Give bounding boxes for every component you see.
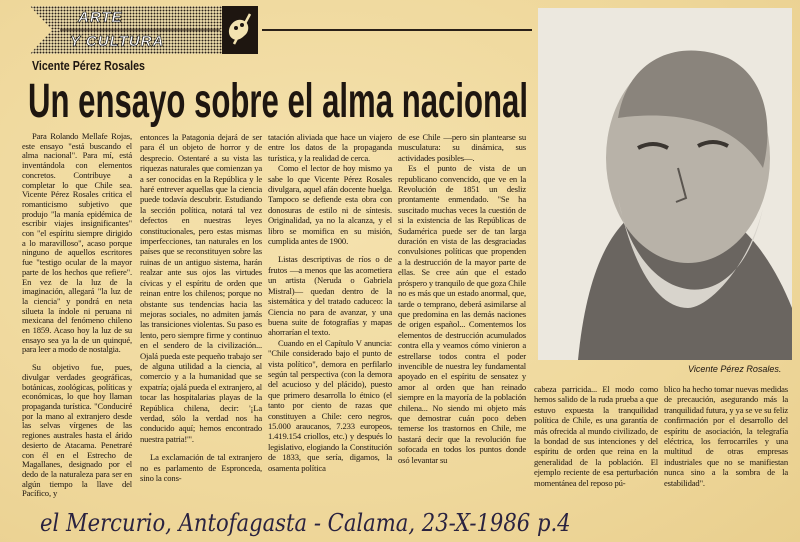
palette-brush-icon (224, 10, 256, 50)
article-column-4 (398, 132, 526, 465)
paragraph: de ese Chile —pero sin plantearse su musculatura: su dinámica, sus actividades posibles—. (398, 132, 526, 163)
paragraph: entonces la Patagonia dejará de ser para él un objeto de horror y de desprecio. Ostentaré a su vista las riquezas naturales que comienzan ya a ser conocidas en la República y le haré entrever aquellas que la ciencia puede todavía descubrir. Estudiando la sección política, notará tal vez defectos en nuestras leyes constitucionales, pero estas mismas imperfecciones, tan naturales en los países que se reconstituyen sobre las ruinas de un antiguo sistema, harán realzar ante sus ojos las virtudes cívicas y el espíritu de orden que reinan entre los chilenos; porque no obstante sus tendencias hacia las mejoras sociales, no admiten jamás las transiciones violentas. Su paso es lento, pero siempre firme y continuo en el sendero de la civilización... Ojalá pueda este pequeño trabajo ser de alguna utilidad a la ciencia, al comercio y a la humanidad que se expatría; ojalá pueda el extranjero, al tocar las hospitalarias playas de la República chilena, decir: '¡La verdad, sólo la verdad nos ha conducido aquí; hemos encontrado nuestra patria!'". (140, 132, 262, 444)
section-label-arte: ARTE (78, 9, 123, 26)
portrait-image (538, 8, 792, 360)
article-column-3 (268, 132, 392, 473)
paragraph: Su objetivo fue, pues, divulgar verdades geográficas, botánicas, zoológicas, políticas y económicas, lo que hoy llaman propaganda turística. "Conduciré por la mano al extranjero desde las selvas vírgenes de las regiones australes hasta el árido desierto de Atacama. Penetraré con él en el Estrecho de Magallanes, designado por el dedo de la naturaleza para ser en algún tiempo la llave del Pacífico, y (22, 362, 132, 499)
photo-caption: Vicente Pérez Rosales. (688, 364, 782, 374)
article-column-6 (664, 384, 788, 488)
paragraph: cabeza parricida... El modo como hemos salido de la ruda prueba a que estuvo expuesta la tranquilidad política de Chile, es una garantía de más ofrecida al mundo civilizado, de la bondad de sus intenciones y del espíritu de orden que reina en la generalidad de la población. El ejemplo reciente de esa perturbación momentánea del reposo pú- (534, 384, 658, 488)
headline: Un ensayo sobre el alma nacional (28, 75, 528, 128)
paragraph: Para Rolando Mellafe Rojas, este ensayo "está buscando el alma nacional". Para mí, está inventándola con elementos concretos. Contribuye a completar lo que Chile sea. Vicente Pérez Rosales critica el romanticismo subjetivo que produjo "la manía epidémica de escribir viajes insignificantes" con "el espíritu siempre dirigido a lo maravilloso", acaso porque ninguno de aquellos escritores fue "testigo ocular de la mayor parte de los hechos que refiere". En vez de la luz de la imaginación, allegará "la luz de la ciencia" y pondrá en neta silueta la índole ni peruana ni mexicana del fenómeno chileno en 1859. Acaso hoy la luz de su ensayo sea ya la de un quinqué, para leer a modo de nostalgia. (22, 131, 132, 355)
header-rule (262, 29, 532, 31)
paragraph: La exclamación de tal extranjero no es parlamento de Espronceda, sino la cons- (140, 452, 262, 483)
paragraph: tatación aliviada que hace un viajero entre los datos de la propaganda turística, y la realidad de cerca. (268, 132, 392, 163)
section-banner (30, 6, 258, 54)
paragraph: Como el lector de hoy mismo ya sabe lo que Vicente Pérez Rosales divulgara, aquel afán docente huelga. Tampoco se defiende esta obra con donosuras de estilo ni de síntesis. Originalidad, ya no la alcanza, y el libro se momifica en su misión, cumplida antes de 1900. (268, 163, 392, 247)
paragraph: Cuando en el Capítulo V anuncia: "Chile considerado bajo el punto de vista político", demora en perfilarlo según tal perspectiva (con la demora del acucioso y del plácido), puesto que primero desarrolla lo étnico (el tanto por ciento de razas que constituyen a Chile: cero negros, 15.000 araucanos, 7.233 europeos, 1.419.154 criollos, etc.) y después lo legislativo, elogiando la Constitución de 1833, que sería, digamos, la osamenta política (268, 337, 392, 473)
paragraph: blico ha hecho tomar nuevas medidas de precaución, asegurando más la tranquilidad futura, y ya se ve su feliz confirmación por el desarrollo del espíritu de asociación, la telegrafía eléctrica, los ferrocarriles y una multitud de otras empresas industriales que no se manifiestan nunca sino a la sombra de la estabilidad". (664, 384, 788, 488)
handwritten-source-note: el Mercurio, Antofagasta - Calama, 23-X-1986 p.4 (40, 509, 571, 537)
portrait-photo (538, 8, 792, 360)
paragraph: Es el punto de vista de un republicano convencido, que ve en la Revolución de 1851 un desliz prontamente enmendado. "Se ha suscitado muchas veces la cuestión de si la existencia de las Repúblicas de Sudamérica puede ser de tan larga duración en vista de las desgraciadas convulsiones políticas que propenden a la destrucción de la mayor parte de ellas. Se cree aún que el estado próspero y tranquilo de que goza Chile no es más que un estado anormal, que, tarde o temprano, deberá asimilarse al que predomina en las demás naciones de origen español... Comentemos los elementos de destrucción acumulados contra ella y veamos cómo vinieron a estrellarse todos contra el poder invencible de nuestra ley fundamental apoyado en el espíritu de sensatez y amor al orden que han reinado siempre en la mayoría de la población chilena... No siendo mi objeto más que demostrar cuán poco deben temerse los trastornos en Chile, me bastará decir que la revolución fue sofocada en todos los puntos donde osó levantar su (398, 163, 526, 465)
article-column-5 (534, 384, 658, 488)
article-column-1 (22, 132, 132, 499)
section-label-cultura: Y CULTURA (70, 33, 165, 50)
paragraph: Listas descriptivas de ríos o de frutos —a menos que las acometiera un artista (Neruda o Gabriela Mistral)— quedan dentro de la sistemática y del tratado caduceo: la Ciencia no para de avanzar, y una buena suite de fotografías y mapas ahorrarían el texto. (268, 254, 392, 338)
byline: Vicente Pérez Rosales (32, 58, 145, 73)
article-column-2 (140, 132, 262, 483)
